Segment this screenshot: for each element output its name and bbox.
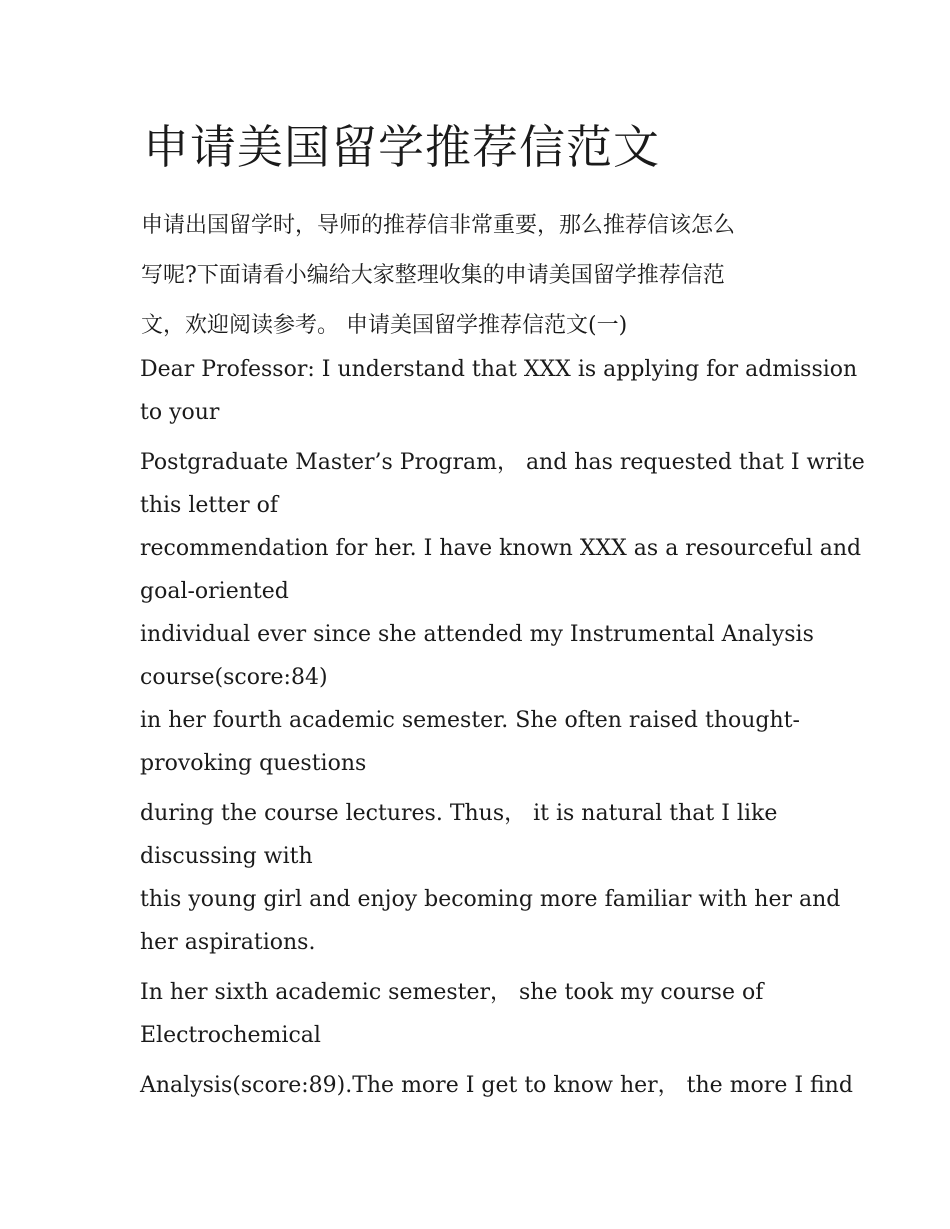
letter-line: Postgraduate Master’s Program， and has requested that I write — [140, 450, 865, 475]
intro-line: 文，欢迎阅读参考。 申请美国留学推荐信范文(一) — [141, 313, 628, 338]
letter-line: Electrochemical — [140, 1023, 321, 1048]
letter-paragraph — [140, 792, 840, 878]
letter-paragraph — [140, 878, 840, 964]
letter-line: course(score:84) — [140, 665, 328, 690]
intro-paragraph — [141, 201, 831, 351]
letter-paragraph — [140, 971, 840, 1057]
letter-paragraph — [140, 527, 862, 613]
intro-line: 申请出国留学时，导师的推荐信非常重要，那么推荐信该怎么 — [141, 213, 736, 238]
letter-line: during the course lectures. Thus， it is natural that I like — [140, 801, 778, 826]
letter-paragraph — [140, 348, 858, 434]
document-title: 申请美国留学推荐信范文 — [143, 120, 660, 174]
letter-line: to your — [140, 400, 220, 425]
letter-line: individual ever since she attended my Instrumental Analysis — [140, 622, 814, 647]
letter-paragraph — [140, 613, 840, 699]
intro-line: 写呢?下面请看小编给大家整理收集的申请美国留学推荐信范 — [141, 263, 725, 288]
letter-line: goal-oriented — [140, 579, 289, 604]
letter-line: discussing with — [140, 844, 313, 869]
letter-line: Dear Professor: I understand that XXX is applying for admission — [140, 357, 858, 382]
letter-line: Analysis(score:89).The more I get to know her， the more I find — [140, 1073, 853, 1098]
letter-paragraph — [140, 1064, 853, 1107]
letter-line: provoking questions — [140, 751, 367, 776]
letter-line: In her sixth academic semester， she took my course of — [140, 980, 764, 1005]
letter-line: her aspirations. — [140, 930, 316, 955]
letter-paragraph — [140, 699, 840, 785]
letter-line: in her fourth academic semester. She often raised thought- — [140, 708, 800, 733]
letter-body — [140, 348, 865, 1107]
letter-paragraph — [140, 441, 865, 527]
letter-line: this letter of — [140, 493, 278, 518]
letter-line: recommendation for her. I have known XXX as a resourceful and — [140, 536, 862, 561]
letter-line: this young girl and enjoy becoming more familiar with her and — [140, 887, 841, 912]
